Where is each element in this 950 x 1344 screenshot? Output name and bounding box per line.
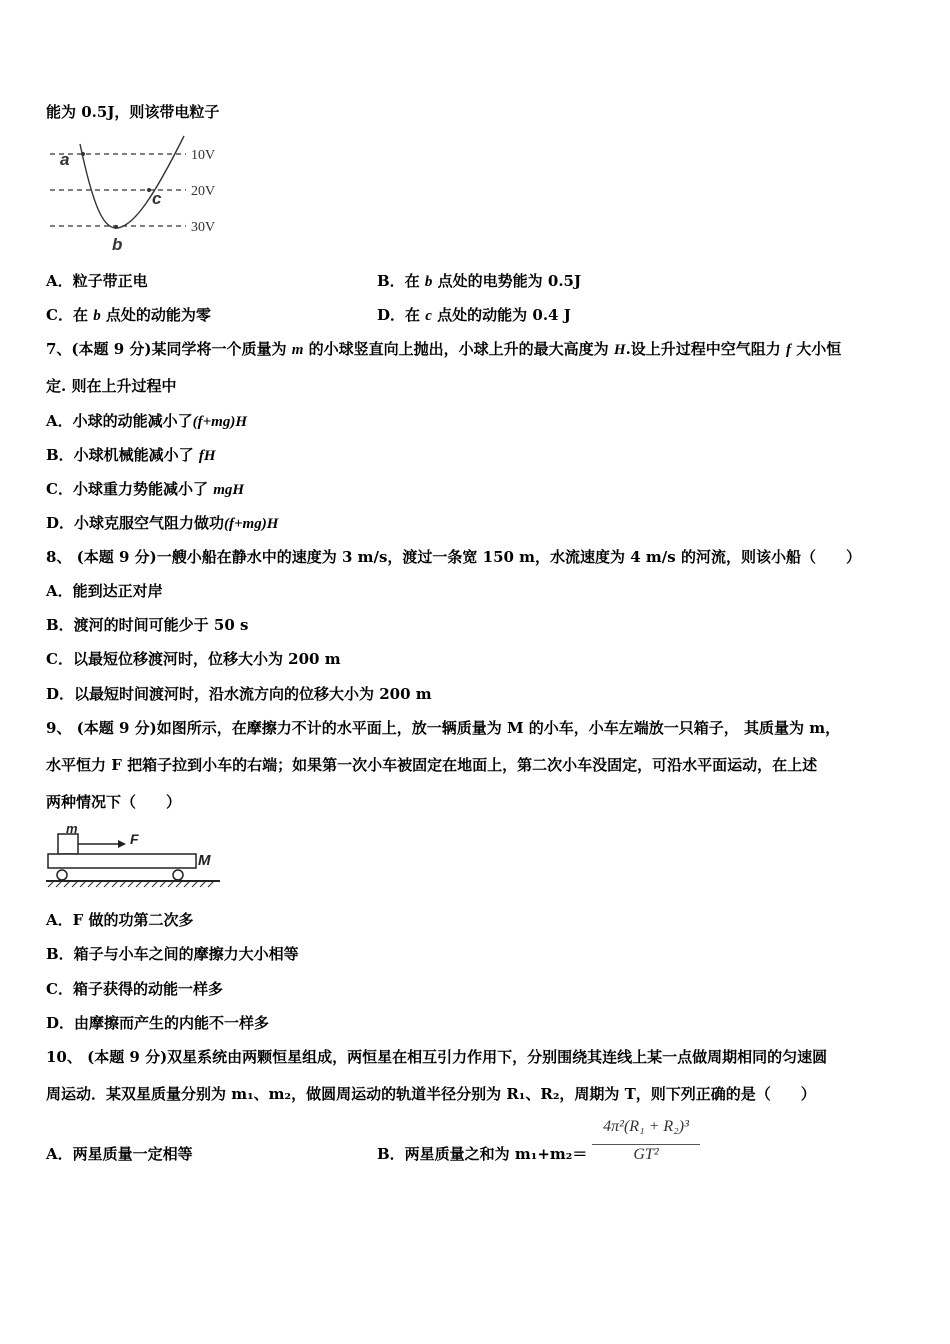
- q9-stem-line1: 9、 (本题 9 分)如图所示，在摩擦力不计的水平面上，放一辆质量为 M 的小车，小车左端放一只箱子， 其质量为 m，: [46, 719, 841, 737]
- point-c-dot: [147, 188, 151, 192]
- q10-option-b: B．两星质量之和为 m₁+m₂＝: [377, 1145, 588, 1163]
- q10-stem-line2: 周运动．某双星质量分别为 m₁、m₂，做圆周运动的轨道半径分别为 R₁、R₂，周期为 T，则下列正确的是（ ）: [46, 1085, 816, 1103]
- force-arrow-head: [118, 840, 126, 848]
- cart-wheel-right: [173, 870, 183, 880]
- intro-text: 能为 0.5J，则该带电粒子: [46, 103, 220, 121]
- potential-10v: 10V: [191, 148, 216, 163]
- cart-box-figure: [44, 822, 224, 888]
- q10-stem-line1: 10、 (本题 9 分)双星系统由两颗恒星组成，两恒星在相互引力作用下，分别围绕其连线上某一点做周期相同的匀速圆: [46, 1048, 828, 1066]
- q9-stem-line2: 水平恒力 F 把箱子拉到小车的右端；如果第一次小车被固定在地面上，第二次小车没固定，可沿水平面运动，在上述: [46, 756, 818, 774]
- q10-option-a: A．两星质量一定相等: [46, 1145, 193, 1163]
- q10-formula-fraction: [590, 1118, 702, 1170]
- q9-stem-line3: 两种情况下（ ）: [46, 793, 182, 811]
- cart-m-label: M: [198, 852, 211, 869]
- point-b-dot: [114, 225, 118, 229]
- point-a-dot: [81, 152, 85, 156]
- q8-stem: 8、 (本题 9 分)一艘小船在静水中的速度为 3 m/s，渡过一条宽 150 m，水流速度为 4 m/s 的河流，则该小船（ ）: [46, 548, 861, 566]
- q8-option-a: A．能到达正对岸: [46, 582, 163, 600]
- q6-option-d: D．在 c 点处的动能为 0.4 J: [377, 306, 571, 324]
- q7-stem-line2: 定. 则在上升过程中: [46, 377, 177, 395]
- cart-wheel-left: [57, 870, 67, 880]
- label-c: c: [152, 189, 162, 208]
- q9-option-b: B．箱子与小车之间的摩擦力大小相等: [46, 945, 299, 963]
- q7-option-c: C．小球重力势能减小了 mgH: [46, 480, 245, 498]
- q8-option-b: B．渡河的时间可能少于 50 s: [46, 616, 249, 634]
- q7-stem-line1: 7、(本题 9 分)某同学将一个质量为 m 的小球竖直向上抛出，小球上升的最大高度为 H.设上升过程中空气阻力 f 大小恒: [46, 340, 842, 358]
- q9-option-d: D．由摩擦而产生的内能不一样多: [46, 1014, 270, 1032]
- trajectory-curve: [80, 136, 184, 228]
- q8-option-c: C．以最短位移渡河时，位移大小为 200 m: [46, 650, 341, 668]
- q7-option-d: D．小球克服空气阻力做功(f+mg)H: [46, 514, 279, 532]
- force-f-label: F: [130, 831, 139, 847]
- q7-option-a: A．小球的动能减小了(f+mg)H: [46, 412, 248, 430]
- q6-option-c: C．在 b 点处的动能为零: [46, 306, 211, 324]
- q9-option-c: C．箱子获得的动能一样多: [46, 980, 223, 998]
- equipotential-lines: [50, 154, 186, 226]
- q7-option-b: B．小球机械能减小了 fH: [46, 446, 216, 464]
- formula-numerator: 4π²(R₁ + R₂)³: [603, 1118, 689, 1135]
- q6-option-b: B．在 b 点处的电势能为 0.5J: [377, 272, 582, 290]
- potential-30v: 30V: [191, 220, 216, 235]
- q6-option-a: A．粒子带正电: [46, 272, 148, 290]
- label-b: b: [112, 235, 123, 254]
- box-m: [58, 834, 78, 854]
- q9-option-a: A．F 做的功第二次多: [46, 911, 194, 929]
- box-m-label: m: [66, 822, 78, 836]
- label-a: a: [60, 150, 70, 169]
- q8-option-d: D．以最短时间渡河时，沿水流方向的位移大小为 200 m: [46, 685, 432, 703]
- formula-denominator: GT²: [633, 1146, 659, 1163]
- potential-20v: 20V: [191, 184, 216, 199]
- cart-board: [48, 854, 196, 868]
- fraction-bar: [592, 1144, 700, 1145]
- parabola-figure: [46, 132, 236, 254]
